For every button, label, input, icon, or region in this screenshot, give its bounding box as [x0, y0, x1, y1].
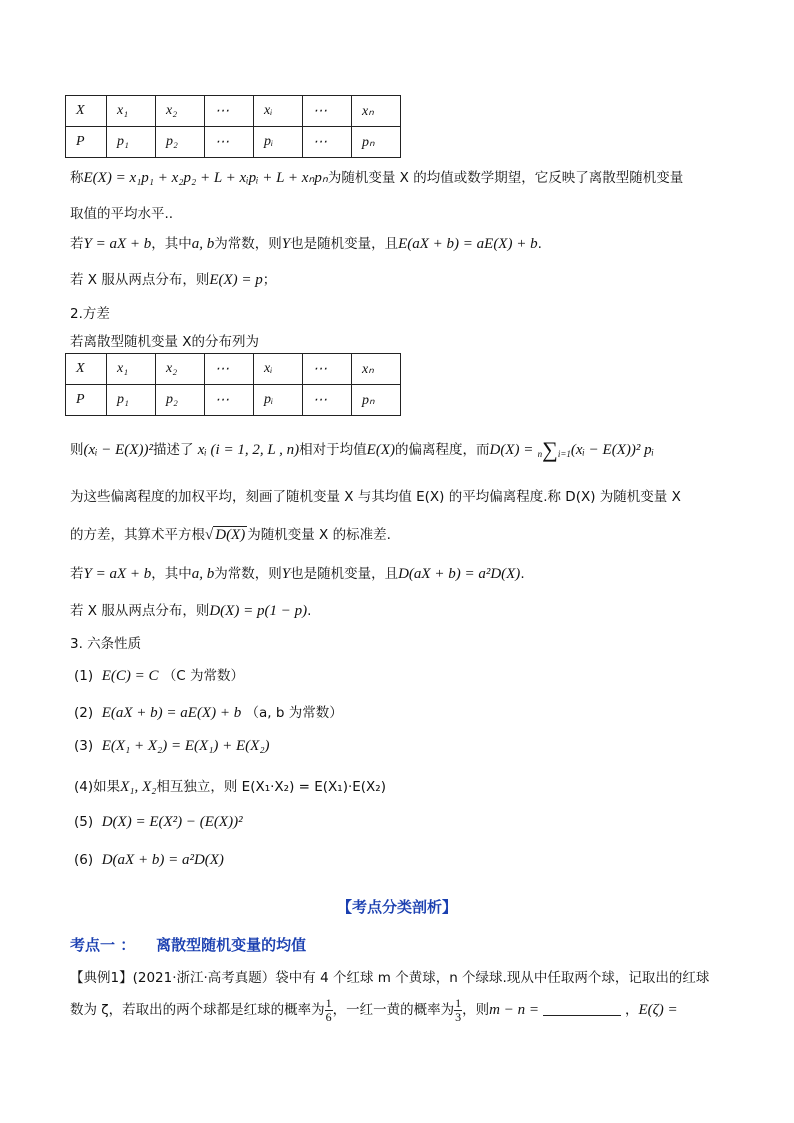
- mean-two-point-line: [70, 268, 276, 289]
- table-row: [66, 127, 401, 158]
- topic-label: 考点一 ：: [70, 936, 136, 954]
- table-cell: P: [66, 127, 107, 158]
- variance-heading: 2.方差: [70, 306, 110, 322]
- formula: xᵢ (i = 1, 2, L , n): [197, 442, 300, 458]
- formula: m − n =: [489, 1002, 539, 1018]
- table-cell: ⋯: [303, 127, 352, 158]
- text: 若 X 服从两点分布，则: [70, 603, 210, 619]
- section-title: 【考点分类剖析】: [336, 898, 457, 916]
- table-cell: pₙ: [352, 127, 401, 158]
- text: 相对于均值: [299, 442, 367, 458]
- text: .: [537, 236, 542, 252]
- sqrt-symbol: √: [205, 527, 214, 543]
- property-item: [74, 852, 224, 869]
- table-cell: ⋯: [205, 127, 254, 158]
- property-item: [74, 775, 386, 796]
- text: ，一红一黄的概率为: [332, 1002, 455, 1018]
- text: 若: [70, 566, 84, 582]
- table-row: [66, 354, 401, 385]
- mean-linearity-line: [70, 232, 542, 253]
- table-cell: pₙ: [352, 385, 401, 416]
- text: (3): [74, 738, 94, 754]
- example-line-2: [70, 995, 678, 1025]
- formula: E(X) = x₁p₁ + x₂p₂ + L + xᵢpᵢ + L + xₙpₙ: [83, 170, 328, 186]
- table-row: [66, 96, 401, 127]
- mean-definition-line: [70, 166, 683, 187]
- text: （a, b 为常数）: [245, 705, 343, 721]
- table-cell: ⋯: [303, 96, 352, 127]
- text: （C 为常数）: [162, 668, 245, 684]
- variance-definition-line: [70, 432, 654, 468]
- text: 为常数，则: [214, 566, 282, 582]
- formula: (xᵢ − E(X))²: [83, 442, 153, 458]
- fraction: $\frac{1}{3}$: [455, 995, 462, 1024]
- table-cell: ⋯: [205, 96, 254, 127]
- table-cell: P: [66, 385, 107, 416]
- table-cell: xᵢ: [254, 96, 303, 127]
- text: 也是随机变量，且: [290, 236, 399, 252]
- formula: D(X) = p(1 − p): [209, 603, 308, 619]
- text: ，其中: [151, 566, 192, 582]
- formula: E(ζ) =: [638, 1002, 678, 1018]
- table-cell: X: [66, 96, 107, 127]
- text: 若: [70, 236, 84, 252]
- table-row: [66, 385, 401, 416]
- text: .: [307, 603, 312, 619]
- formula: Y = aX + b: [83, 566, 152, 582]
- formula: D(aX + b) = a²D(X): [398, 566, 521, 582]
- topic-heading: [70, 934, 306, 955]
- formula: E(X): [366, 442, 395, 458]
- table-cell: xᵢ: [254, 354, 303, 385]
- formula: D(X) =: [489, 442, 534, 458]
- table-cell: ⋯: [205, 354, 254, 385]
- table-cell: xₙ: [352, 96, 401, 127]
- text: 为随机变量 X 的均值或数学期望，它反映了离散型随机变量: [327, 170, 684, 186]
- table-cell: x₂: [156, 96, 205, 127]
- formula: a, b: [191, 236, 215, 252]
- example-line-1: 【典例1】(2021·浙江·高考真题）袋中有 4 个红球 m 个黄球，n 个绿球.现从中任取两个球，记取出的红球: [70, 970, 710, 986]
- property-item: [74, 701, 343, 722]
- properties-heading: 3. 六条性质: [70, 636, 142, 652]
- text: 称: [70, 170, 84, 186]
- table-cell: p₁: [107, 385, 156, 416]
- distribution-table-2: [65, 353, 401, 416]
- text: 的方差，其算术平方根: [70, 527, 205, 543]
- formula: a, b: [191, 566, 215, 582]
- text: .: [520, 566, 525, 582]
- formula: D(X) = E(X²) − (E(X))²: [101, 814, 243, 830]
- text: (4)如果: [74, 779, 121, 795]
- formula: E(aX + b) = aE(X) + b: [101, 705, 242, 721]
- variance-definition-line-2: 为这些偏离程度的加权平均，刻画了随机变量 X 与其均值 E(X) 的平均偏离程度.称 D(X) 为随机变量 X: [70, 489, 681, 505]
- formula: D(X): [215, 527, 246, 543]
- text: 若 X 服从两点分布，则: [70, 272, 210, 288]
- variance-linearity-line: [70, 562, 525, 583]
- formula: D(aX + b) = a²D(X): [101, 852, 224, 868]
- variance-two-point-line: [70, 599, 311, 620]
- text: 则: [70, 442, 84, 458]
- table-cell: x₁: [107, 96, 156, 127]
- variance-definition-line-3: [70, 523, 391, 544]
- answer-blank[interactable]: [543, 1001, 621, 1016]
- text: 描述了: [152, 442, 194, 458]
- property-item: [74, 814, 243, 831]
- formula: E(X) = p: [209, 272, 263, 288]
- text: ，其中: [151, 236, 192, 252]
- formula: Y: [281, 566, 291, 582]
- formula: Y = aX + b: [83, 236, 152, 252]
- formula: E(aX + b) = aE(X) + b: [398, 236, 538, 252]
- fraction: $\frac{1}{6}$: [325, 995, 332, 1024]
- text: 数为 ζ，若取出的两个球都是红球的概率为: [70, 1002, 325, 1018]
- text: 的偏离程度，而: [394, 442, 490, 458]
- text: ，: [624, 1002, 639, 1018]
- property-item: [74, 738, 270, 755]
- table-cell: xₙ: [352, 354, 401, 385]
- text: (6): [74, 852, 94, 868]
- text: 相互独立，则 E(X₁·X₂) = E(X₁)·E(X₂): [156, 779, 386, 795]
- table-cell: X: [66, 354, 107, 385]
- property-item: [74, 664, 244, 685]
- table-cell: x₂: [156, 354, 205, 385]
- table-cell: pᵢ: [254, 385, 303, 416]
- table-cell: ⋯: [205, 385, 254, 416]
- formula: (xᵢ − E(X))² pᵢ: [570, 442, 654, 458]
- distribution-table-1: [65, 95, 401, 158]
- formula: X₁, X₂: [120, 779, 157, 795]
- mean-definition-line-2: 取值的平均水平..: [70, 206, 174, 222]
- text: 为常数，则: [214, 236, 282, 252]
- text: (2): [74, 705, 94, 721]
- text: 也是随机变量，且: [290, 566, 399, 582]
- table-cell: ⋯: [303, 354, 352, 385]
- table-cell: x₁: [107, 354, 156, 385]
- table-cell: p₂: [156, 127, 205, 158]
- formula: E(C) = C: [101, 668, 159, 684]
- topic-title: 离散型随机变量的均值: [156, 936, 307, 954]
- variance-intro: 若离散型随机变量 X的分布列为: [70, 334, 260, 350]
- text: ；: [262, 272, 277, 288]
- summation-symbol: n∑i=1: [537, 437, 571, 462]
- text: ，则: [462, 1002, 490, 1018]
- table-cell: ⋯: [303, 385, 352, 416]
- table-cell: p₁: [107, 127, 156, 158]
- text: (5): [74, 814, 94, 830]
- table-cell: pᵢ: [254, 127, 303, 158]
- formula: E(X₁ + X₂) = E(X₁) + E(X₂): [101, 738, 270, 754]
- formula: Y: [281, 236, 291, 252]
- table-cell: p₂: [156, 385, 205, 416]
- text: (1): [74, 668, 94, 684]
- text: 为随机变量 X 的标准差.: [247, 527, 391, 543]
